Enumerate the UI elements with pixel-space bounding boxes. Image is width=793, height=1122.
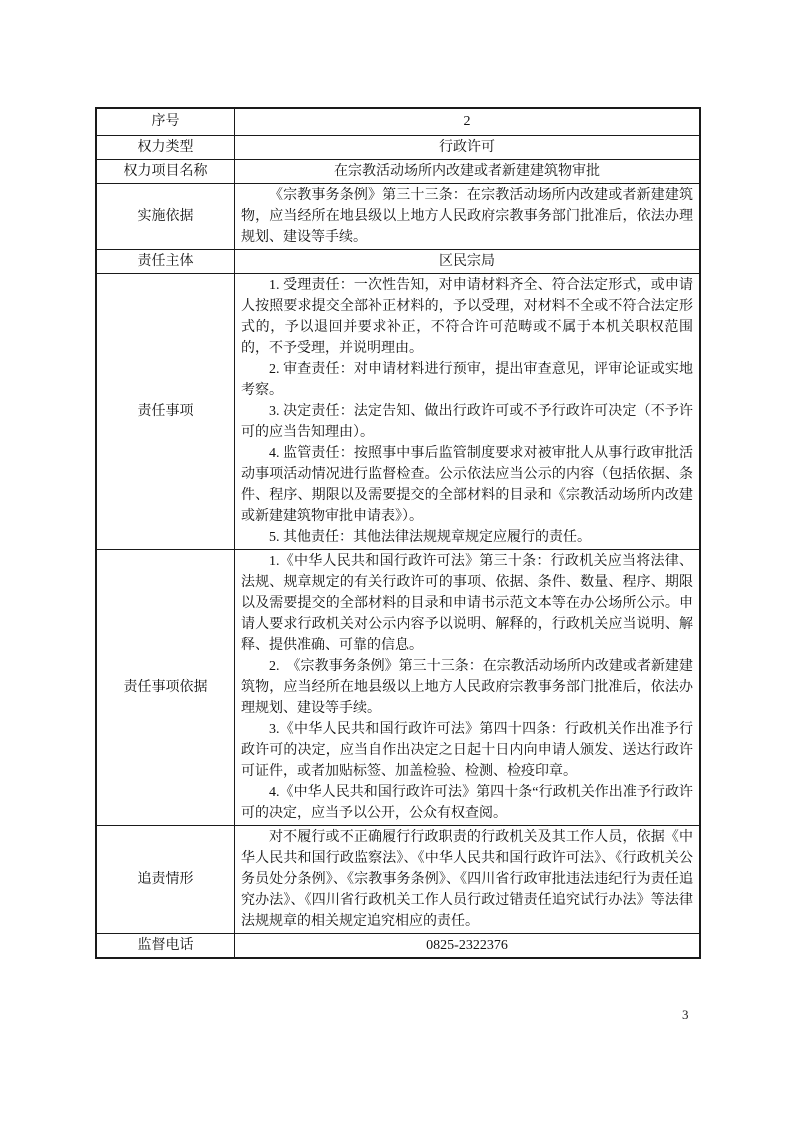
table-row (96, 159, 700, 183)
paragraph: 4. 监管责任：按照事中事后监管制度要求对被审批人从事行政审批活动事项活动情况进行监督检查。公示依法应当公示的内容（包括依据、条件、程序、期限以及需要提交的全部材料的目录和《宗教活动场所内改建或新建建筑物审批申请表》）。 (241, 445, 693, 524)
row-label-power-type: 权力类型 (96, 135, 235, 159)
paragraph: 5. 其他责任：其他法律法规规章规定应履行的责任。 (269, 529, 591, 545)
row-value-responsibility-basis (235, 549, 701, 825)
power-item-table (95, 107, 701, 959)
table-row (96, 549, 700, 825)
row-value-serial-number: 2 (235, 108, 701, 135)
row-value-supervision-phone: 0825-2322376 (235, 933, 701, 958)
table-row (96, 933, 700, 958)
row-value-power-item-name: 在宗教活动场所内改建或者新建建筑物审批 (235, 159, 701, 183)
paragraph: 对不履行或不正确履行行政职责的行政机关及其工作人员，依据《中华人民共和国行政监察法》、《中华人民共和国行政许可法》、《行政机关公务员处分条例》、《宗教事务条例》、《四川省行政审批违法违纪行为责任追究办法》、《四川省行政机关工作人员行政过错责任追究试行办法》等法律法规规章的相关规定追究相应的责任。 (241, 829, 693, 929)
paragraph: 2. 审查责任：对申请材料进行预审，提出审查意见，评审论证或实地考察。 (241, 361, 693, 398)
table-row (96, 249, 700, 273)
row-value-accountability-situations (235, 825, 701, 933)
row-label-responsible-entity: 责任主体 (96, 249, 235, 273)
paragraph: 《宗教事务条例》第三十三条：在宗教活动场所内改建或者新建建筑物，应当经所在地县级以上地方人民政府宗教事务部门批准后，依法办理规划、建设等手续。 (241, 187, 693, 245)
row-value-responsible-entity: 区民宗局 (235, 249, 701, 273)
row-value-power-type: 行政许可 (235, 135, 701, 159)
table-row (96, 108, 700, 135)
row-label-serial-number: 序号 (96, 108, 235, 135)
table-row (96, 825, 700, 933)
row-label-implementation-basis: 实施依据 (96, 183, 235, 249)
row-value-responsibility-matters (235, 273, 701, 549)
table-row (96, 183, 700, 249)
row-label-accountability-situations: 追责情形 (96, 825, 235, 933)
paragraph: 3.《中华人民共和国行政许可法》第四十四条：行政机关作出准予行政许可的决定，应当自作出决定之日起十日内向申请人颁发、送达行政许可证件，或者加贴标签、加盖检验、检测、检疫印章。 (241, 721, 693, 779)
paragraph: 1. 受理责任：一次性告知，对申请材料齐全、符合法定形式，或申请人按照要求提交全部补正材料的，予以受理，对材料不全或不符合法定形式的，予以退回并要求补正，不符合许可范畴或不属于本机关职权范围的，不予受理，并说明理由。 (241, 277, 693, 356)
paragraph: 2. 《宗教事务条例》第三十三条：在宗教活动场所内改建或者新建建筑物，应当经所在地县级以上地方人民政府宗教事务部门批准后，依法办理规划、建设等手续。 (241, 658, 693, 716)
row-label-power-item-name: 权力项目名称 (96, 159, 235, 183)
row-label-responsibility-basis: 责任事项依据 (96, 549, 235, 825)
paragraph: 4.《中华人民共和国行政许可法》第四十条“行政机关作出准予行政许可的决定，应当予以公开，公众有权查阅。 (241, 784, 693, 821)
row-label-supervision-phone: 监督电话 (96, 933, 235, 958)
paragraph: 1.《中华人民共和国行政许可法》第三十条：行政机关应当将法律、法规、规章规定的有关行政许可的事项、依据、条件、数量、程序、期限以及需要提交的全部材料的目录和申请书示范文本等在办公场所公示。申请人要求行政机关对公示内容予以说明、解释的，行政机关应当说明、解释、提供准确、可靠的信息。 (241, 553, 693, 653)
paragraph: 3. 决定责任：法定告知、做出行政许可或不予行政许可决定（不予许可的应当告知理由）。 (241, 403, 693, 440)
table-row (96, 273, 700, 549)
page-number: 3 (682, 1007, 689, 1022)
row-label-responsibility-matters: 责任事项 (96, 273, 235, 549)
row-value-implementation-basis (235, 183, 701, 249)
table-row (96, 135, 700, 159)
